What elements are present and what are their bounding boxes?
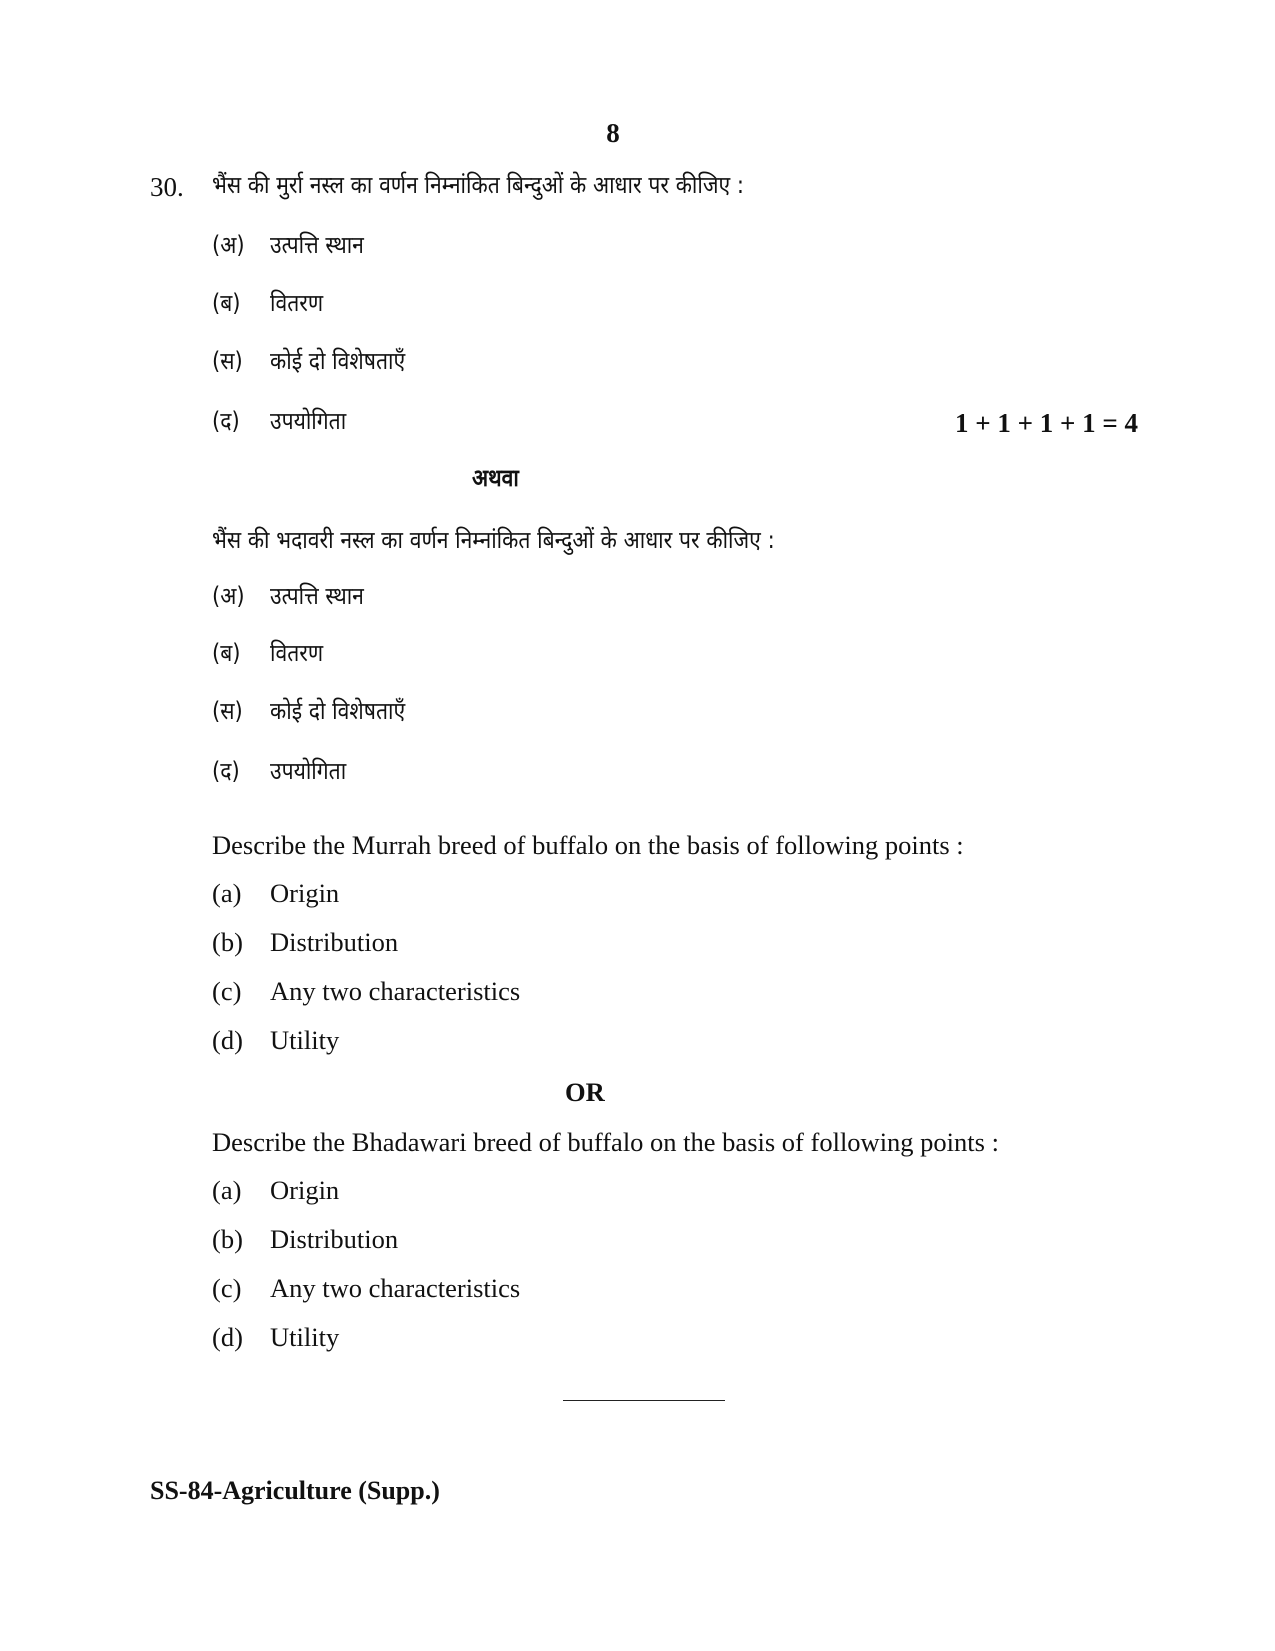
hindi-bhadawari-prompt: भैंस की भदावरी नस्ल का वर्णन निम्नांकित बिन्दुओं के आधार पर कीजिए :: [212, 526, 775, 554]
hindi-item-label: (द): [212, 407, 240, 435]
hindi-item-label: (स): [212, 697, 243, 725]
marks-allocation: 1 + 1 + 1 + 1 = 4: [954, 408, 1138, 438]
hindi-item-label: (स): [212, 347, 243, 375]
english-item-label: (b): [212, 1224, 243, 1254]
hindi-item-label: (अ): [212, 231, 245, 259]
or-label-english: OR: [565, 1077, 605, 1107]
english-item-label: (d): [212, 1025, 243, 1055]
english-item-label: (d): [212, 1322, 243, 1352]
hindi-item-utility: उपयोगिता: [270, 757, 347, 785]
english-item-utility: Utility: [270, 1025, 340, 1055]
english-bhadawari-prompt: Describe the Bhadawari breed of buffalo on the basis of following points :: [212, 1127, 999, 1157]
english-item-label: (c): [212, 976, 242, 1006]
english-item-distribution: Distribution: [270, 927, 399, 957]
or-label-hindi: अथवा: [472, 464, 519, 492]
english-murrah-prompt: Describe the Murrah breed of buffalo on the basis of following points :: [212, 830, 964, 860]
hindi-item-characteristics: कोई दो विशेषताएँ: [270, 347, 406, 375]
hindi-item-origin: उत्पत्ति स्थान: [270, 231, 364, 259]
page-number: 8: [606, 118, 620, 148]
english-item-characteristics: Any two characteristics: [270, 976, 521, 1006]
question-number: 30.: [150, 172, 184, 202]
hindi-item-origin: उत्पत्ति स्थान: [270, 582, 364, 610]
english-item-distribution: Distribution: [270, 1224, 399, 1254]
end-separator-line: [563, 1400, 725, 1401]
english-item-label: (a): [212, 1175, 242, 1205]
hindi-item-utility: उपयोगिता: [270, 407, 347, 435]
english-item-origin: Origin: [270, 878, 340, 908]
english-item-label: (b): [212, 927, 243, 957]
hindi-item-label: (ब): [212, 639, 241, 667]
hindi-item-label: (ब): [212, 289, 241, 317]
hindi-item-label: (अ): [212, 582, 245, 610]
hindi-item-characteristics: कोई दो विशेषताएँ: [270, 697, 406, 725]
english-item-utility: Utility: [270, 1322, 340, 1352]
paper-code-footer: SS-84-Agriculture (Supp.): [150, 1476, 440, 1505]
english-item-characteristics: Any two characteristics: [270, 1273, 521, 1303]
hindi-item-distribution: वितरण: [270, 639, 324, 667]
hindi-item-distribution: वितरण: [270, 289, 324, 317]
english-item-label: (c): [212, 1273, 242, 1303]
hindi-item-label: (द): [212, 757, 240, 785]
english-item-origin: Origin: [270, 1175, 340, 1205]
hindi-murrah-prompt: भैंस की मुर्रा नस्ल का वर्णन निम्नांकित बिन्दुओं के आधार पर कीजिए :: [212, 171, 745, 199]
english-item-label: (a): [212, 878, 242, 908]
